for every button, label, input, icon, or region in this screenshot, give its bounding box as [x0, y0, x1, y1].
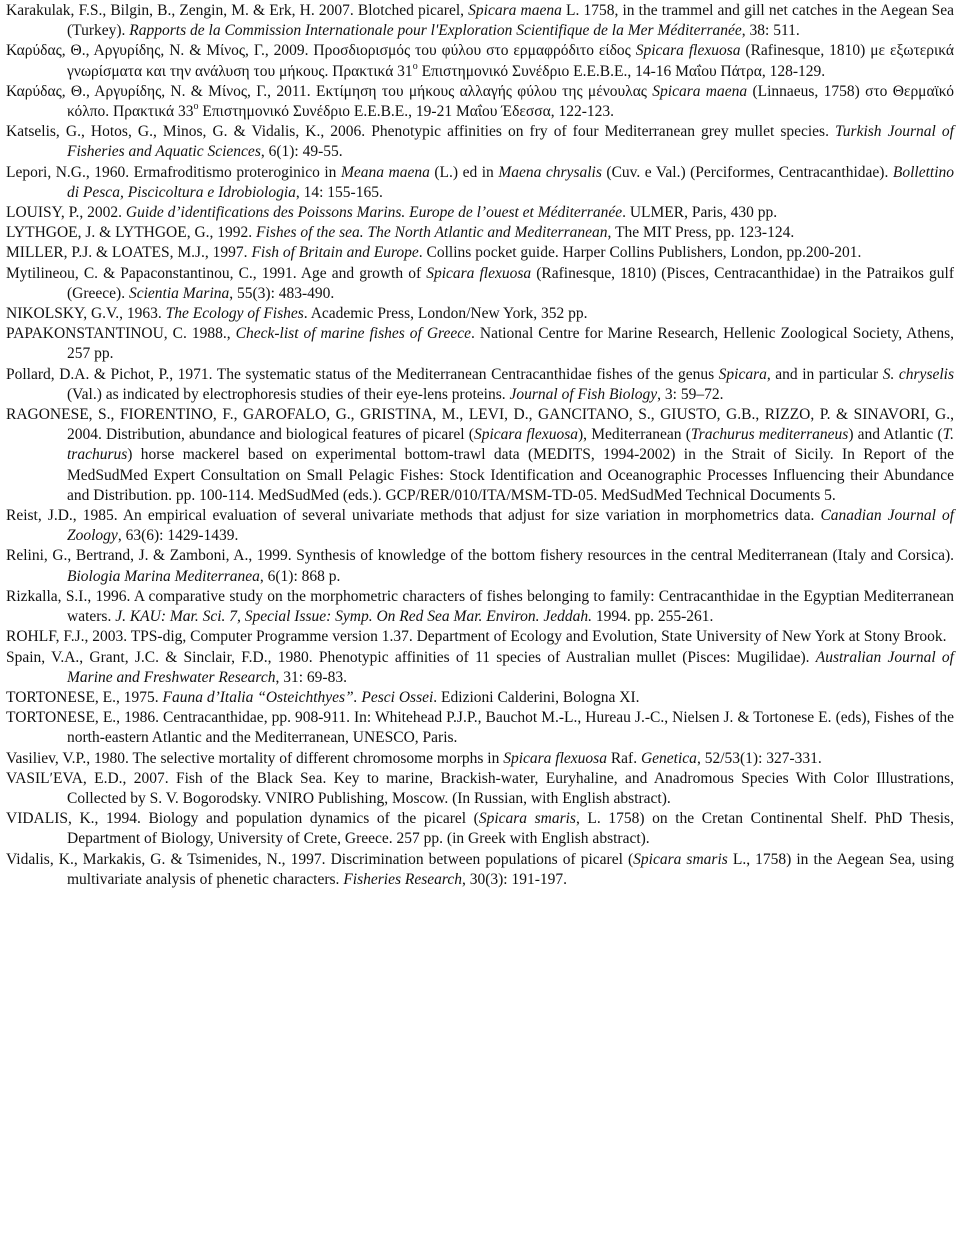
reference-text: (L.) ed in [429, 163, 499, 181]
italic-text: Maena chrysalis [498, 163, 602, 181]
italic-text: Spicara flexuosa [503, 749, 607, 767]
italic-text: Spicara smaris [478, 810, 576, 828]
reference-text: Pollard, D.A. & Pichot, P., 1971. The systematic status of the Mediterranean Centracanthidae fishes of the genus [6, 365, 719, 383]
reference-entry [6, 324, 954, 364]
reference-text: , L. 1758) on the Cretan Continental Shelf. PhD Thesis, Department of Biology, University of Crete, Greece. 257 pp. (in Greek with English abstract). [67, 810, 954, 848]
italic-text: S. chryselis [882, 365, 954, 383]
reference-entry [6, 82, 954, 122]
italic-text: Bollettino di Pesca, Piscicoltura e Idrobiologia [67, 163, 955, 201]
reference-text: Katselis, G., Hotos, G., Minos, G. & Vidalis, K., 2006. Phenotypic affinities on fry of four Mediterranean grey mullet species. [6, 123, 836, 141]
reference-text: , The MIT Press, pp. 123-124. [607, 224, 795, 242]
superscript-text: ο [412, 60, 418, 72]
reference-text: Lepori, N.G., 1960. Ermafroditismo proteroginico in [6, 163, 341, 181]
reference-entry [6, 850, 954, 890]
italic-text: Spicara flexuosa [635, 42, 741, 60]
italic-text: Check-list of marine fishes of Greece [235, 325, 471, 343]
reference-entry [6, 546, 954, 586]
reference-text: 1994. pp. 255-261. [592, 608, 714, 626]
reference-entry [6, 405, 954, 506]
italic-text: Biologia Marina Mediterranea [67, 567, 260, 585]
italic-text: Scientia Marina [128, 284, 230, 302]
reference-entry [6, 41, 954, 81]
reference-entry [6, 506, 954, 546]
italic-text: Spicara [718, 365, 767, 383]
reference-entry [6, 122, 954, 162]
reference-text: VIDALIS, K., 1994. Biology and population dynamics of the picarel ( [6, 810, 479, 828]
reference-text: Spain, V.A., Grant, J.C. & Sinclair, F.D., 1980. Phenotypic affinities of 11 species of Australian mullet (Pisces: Mugilidae). [6, 648, 816, 666]
italic-text: Fish of Britain and Europe [251, 244, 419, 262]
reference-text: LYTHGOE, J. & LYTHGOE, G., 1992. [6, 224, 257, 242]
reference-text: TORTONESE, E., 1986. Centracanthidae, pp. 908-911. In: Whitehead P.J.P., Bauchot M.-L., Hureau J.-C., Nielsen J. & Tortonese E. (eds), Fishes of the north-eastern Atlantic and the Mediterranean, UNESCO, Paris. [6, 709, 954, 747]
reference-text: MILLER, P.J. & LOATES, M.J., 1997. [6, 244, 252, 262]
reference-text: Rizkalla, S.I., 1996. A comparative study on the morphometric characters of fishes belonging to family: Centracanthidae in the Egyptian Mediterranean waters. [6, 587, 954, 626]
reference-entry [6, 648, 954, 688]
reference-text: (Rafinesque, 1810) με εξωτερικά γνωρίσματα και την ανάλυση του μήκους. Πρακτικά 31 [67, 42, 955, 80]
reference-text: , 63(6): 1429-1439. [117, 527, 239, 545]
reference-text: , 38: 511. [741, 22, 800, 40]
reference-text: L., 1758) in the Aegean Sea, using multivariate analysis of phenetic characters. [67, 850, 954, 888]
reference-text: . National Centre for Marine Research, Hellenic Zoological Society, Athens, 257 pp. [67, 325, 955, 363]
reference-text: ) and Atlantic ( [848, 426, 943, 444]
reference-text: TORTONESE, E., 1975. [6, 688, 163, 706]
reference-entry [6, 203, 954, 223]
italic-text: Spicara flexuosa [426, 264, 532, 282]
italic-text: Rapports de la Commission Internationale pour l'Exploration Scientifique de la Mer Méditerranée [129, 22, 742, 40]
reference-text: . Edizioni Calderini, Bologna XI. [433, 688, 640, 706]
italic-text: Trachurus mediterraneus [690, 426, 849, 444]
reference-text: , 6(1): 868 p. [259, 567, 341, 585]
italic-text: Spicara maena [468, 2, 562, 19]
reference-text: . Collins pocket guide. Harper Collins Publishers, London, pp.200-201. [418, 244, 862, 262]
reference-text: Raf. [606, 749, 641, 767]
reference-text: . ULMER, Paris, 430 pp. [622, 204, 778, 222]
reference-entry [6, 587, 954, 627]
superscript-text: ο [193, 101, 199, 113]
reference-text: LOUISY, P., 2002. [6, 204, 126, 222]
reference-text: Καρύδας, Θ., Αργυρίδης, Ν. & Μίνος, Γ., 2011. Εκτίμηση του μήκους αλλαγής φύλου της μένουλας [6, 82, 653, 100]
italic-text: Meana maena [340, 163, 430, 181]
reference-text: , 6(1): 49-55. [260, 143, 343, 161]
reference-text: (Val.) as indicated by electrophoresis studies of their eye-lens proteins. [67, 385, 510, 403]
reference-entry [6, 749, 954, 769]
reference-text: L. 1758, in the trammel and gill net catches in the Aegean Sea (Turkey). [67, 2, 954, 40]
reference-text: (Linnaeus, 1758) στο Θερμαϊκό κόλπο. Πρακτικά 33 [67, 82, 954, 121]
reference-entry [6, 304, 954, 324]
italic-text: Fauna d’Italia “Osteichthyes”. Pesci Ossei [162, 688, 434, 706]
reference-text: Καρύδας, Θ., Αργυρίδης, Ν. & Μίνος, Γ., 2009. Προσδιορισμός του φύλου στο ερμαφρόδιτο είδος [6, 42, 636, 60]
reference-entry [6, 163, 954, 203]
reference-text: Επιστημονικό Συνέδριο Ε.Ε.Β.Ε., 19-21 Μαΐου Έδεσσα, 122-123. [198, 103, 614, 121]
reference-entry [6, 243, 954, 263]
reference-text: Reist, J.D., 1985. An empirical evaluation of several univariate methods that adjust for size variation in morphometrics data. [6, 507, 821, 525]
reference-text: , 55(3): 483-490. [229, 284, 335, 302]
reference-text: . Academic Press, London/New York, 352 pp. [303, 305, 588, 323]
italic-text: The Ecology of Fishes [165, 305, 304, 323]
reference-entry [6, 365, 954, 405]
italic-text: Australian Journal of Marine and Freshwater Research [67, 648, 954, 686]
italic-text: J. KAU: Mar. Sci. 7, Special Issue: Symp. On Red Sea Mar. Environ. Jeddah. [115, 608, 593, 626]
reference-text: RAGONESE, S., FIORENTINO, F., GAROFALO, G., GRISTINA, M., LEVI, D., GANCITANO, S., GIUSTO, G.B., RIZZO, P. & SINAVORI, G., 2004. Distribution, abundance and biological features of picarel ( [6, 406, 954, 444]
italic-text: Fisheries Research [343, 870, 462, 888]
italic-text: Canadian Journal of Zoology [67, 507, 955, 545]
reference-text: PAPAKONSTANTINOU, C. 1988., [6, 325, 236, 343]
reference-text: (Cuv. e Val.) (Perciformes, Centracanthidae). [601, 163, 893, 181]
reference-text: Επιστημονικό Συνέδριο Ε.Ε.Β.Ε., 14-16 Μαΐου Πάτρα, 128-129. [417, 62, 826, 80]
italic-text: Fishes of the sea. The North Atlantic and Mediterranean [256, 224, 608, 242]
reference-text: Vidalis, K., Markakis, G. & Tsimenides, N., 1997. Discrimination between populations of picarel ( [6, 850, 634, 868]
reference-text: , 52/53(1): 327-331. [696, 749, 822, 767]
reference-text: VASILʹEVA, E.D., 2007. Fish of the Black Sea. Key to marine, Brackish-water, Euryhaline, and Anadromous Species With Color Illustrations, Collected by S. V. Bogorodsky. VNIRO Publishing, Moscow. (In Russian, with English abstract). [6, 769, 954, 807]
reference-text: ) horse mackerel based on experimental bottom-trawl data (MEDITS, 1994-2002) in the Strait of Sicily. In Report of the MedSudMed Expert Consultation on Small Pelagic Fishes: Stock Identification and Oceanographic Processes Influencing their Abundance and Distribution. pp. 100-114. MedSudMed (eds.). GCP/RER/010/ITA/MSM-TD-05. MedSudMed Technical Documents 5. [67, 446, 954, 504]
reference-text: ), Mediterranean ( [577, 426, 691, 444]
reference-text: , 30(3): 191-197. [461, 870, 568, 888]
italic-text: T. trachurus [67, 426, 954, 464]
reference-text: Mytilineou, C. & Papaconstantinou, C., 1991. Age and growth of [6, 264, 427, 282]
italic-text: Turkish Journal of Fisheries and Aquatic Sciences [67, 123, 954, 161]
reference-entry [6, 708, 954, 748]
reference-entry [6, 809, 954, 849]
reference-entry [6, 223, 954, 243]
reference-text: Karakulak, F.S., Bilgin, B., Zengin, M. & Erk, H. 2007. Blotched picarel, [6, 2, 469, 19]
reference-entry [6, 688, 954, 708]
reference-text: , 14: 155-165. [295, 183, 383, 201]
reference-entry [6, 627, 954, 647]
reference-text: , 31: 69-83. [275, 668, 347, 686]
reference-entry [6, 1, 954, 41]
reference-entry [6, 264, 954, 304]
reference-text: , 3: 59–72. [657, 385, 724, 403]
italic-text: Genetica [640, 749, 697, 767]
italic-text: Spicara smaris [633, 850, 728, 868]
reference-text: , and in particular [766, 365, 883, 383]
reference-text: Vasiliev, V.P., 1980. The selective mortality of different chromosome morphs in [6, 749, 504, 767]
reference-entry [6, 769, 954, 809]
reference-text: Relini, G., Bertrand, J. & Zamboni, A., 1999. Synthesis of knowledge of the bottom fishery resources in the central Mediterranean (Italy and Corsica). [6, 547, 954, 565]
reference-text: ROHLF, F.J., 2003. TPS-dig, Computer Programme version 1.37. Department of Ecology and Evolution, State University of New York at Stony Brook. [6, 628, 947, 646]
reference-text: NIKOLSKY, G.V., 1963. [6, 305, 166, 323]
italic-text: Journal of Fish Biology [509, 385, 658, 403]
italic-text: Spicara flexuosa [473, 426, 578, 444]
italic-text: Spicara maena [652, 82, 748, 100]
reference-text: (Rafinesque, 1810) (Pisces, Centracanthidae) in the Patraikos gulf (Greece). [67, 264, 954, 302]
italic-text: Guide d’identifications des Poissons Marins. Europe de l’ouest et Méditerranée [125, 204, 623, 222]
